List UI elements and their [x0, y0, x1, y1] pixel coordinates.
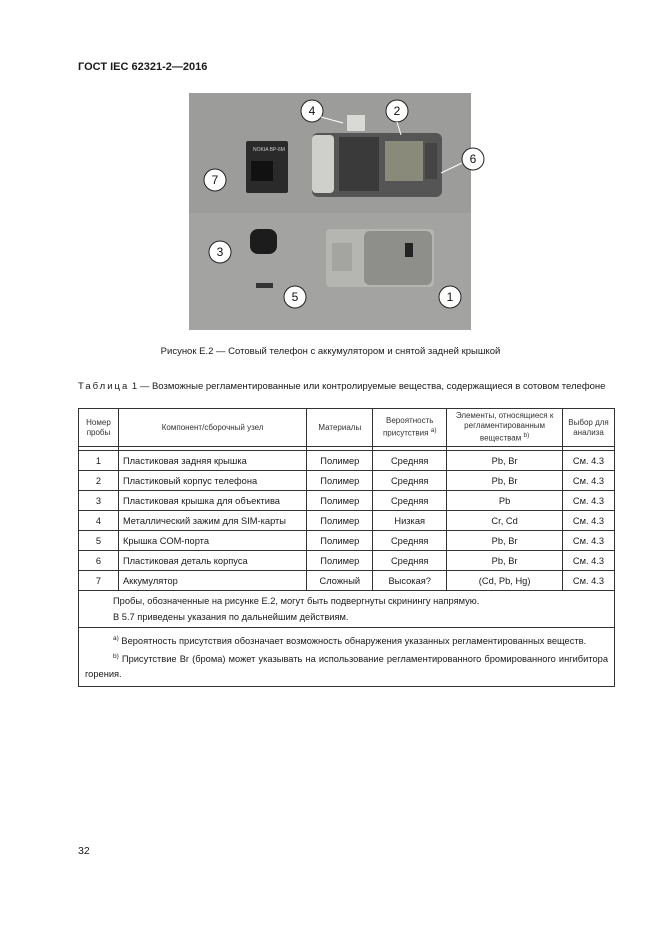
- table-row: 3 Пластиковая крышка для объектива Полимер Средняя Pb См. 4.3: [79, 491, 615, 511]
- svg-text:3: 3: [216, 245, 224, 259]
- footnote-b: $^{b)}$ Присутствие Br (брома) может указывать на использование регламентированного бромированного ингибитора горения.: [85, 653, 608, 680]
- table-row: 2 Пластиковый корпус телефона Полимер Средняя Pb, Br См. 4.3: [79, 471, 615, 491]
- document-header: ГОСТ IEC 62321-2—2016: [78, 61, 208, 73]
- svg-text:2: 2: [393, 104, 401, 118]
- com-port-cover-image: [256, 283, 273, 288]
- header-material: Материалы: [307, 409, 373, 447]
- callout-3: [209, 241, 231, 263]
- svg-text:4: 4: [308, 104, 316, 118]
- callout-7: [204, 169, 226, 191]
- svg-text:7: 7: [211, 173, 219, 187]
- table-note: В 5.7 приведены указания по дальнейшим действиям.: [113, 612, 349, 622]
- header-probability: Вероятность присутствия $^{a)}$: [373, 409, 447, 447]
- header-num: Номер пробы: [79, 409, 119, 447]
- callout-1: [439, 286, 461, 308]
- back-cover-image: [326, 229, 434, 287]
- phone-disassembly-image: [189, 93, 477, 330]
- footnote-a: $^{a)}$ Вероятность присутствия обозначает возможность обнаружения указанных регламентированных веществ.: [113, 635, 587, 647]
- table-row: 1 Пластиковая задняя крышка Полимер Средняя Pb, Br См. 4.3: [79, 451, 615, 471]
- table-caption-prefix: Таблица: [78, 381, 130, 392]
- table-row: 4 Металлический зажим для SIM-карты Полимер Низкая Cr, Cd См. 4.3: [79, 511, 615, 531]
- table-footnotes-row: [79, 628, 615, 687]
- table-caption: [78, 380, 618, 393]
- figure-photo: [189, 93, 477, 330]
- lens-cover-image: [250, 229, 277, 254]
- table-row: 7 Аккумулятор Сложный Высокая? (Cd, Pb, Hg) См. 4.3: [79, 571, 615, 591]
- table-note: Пробы, обозначенные на рисунке Е.2, могут быть подвергнуты скринингу напрямую.: [113, 596, 480, 606]
- table-row: 5 Крышка COM-порта Полимер Средняя Pb, Br См. 4.3: [79, 531, 615, 551]
- svg-text:1: 1: [446, 290, 454, 304]
- table-row: 6 Пластиковая деталь корпуса Полимер Средняя Pb, Br См. 4.3: [79, 551, 615, 571]
- page-number: 32: [78, 845, 90, 857]
- battery-image: [246, 141, 288, 193]
- svg-text:5: 5: [291, 290, 299, 304]
- callout-5: [284, 286, 306, 308]
- substances-table: [78, 408, 615, 687]
- table-caption-text: 1 — Возможные регламентированные или контролируемые вещества, содержащиеся в сотовом телефоне: [131, 381, 606, 392]
- table-notes-row: [79, 591, 615, 628]
- battery-label: NOKIA BP-6M: [253, 147, 285, 153]
- header-component: Компонент/сборочный узел: [118, 409, 306, 447]
- table-header-row: [79, 409, 615, 447]
- svg-text:6: 6: [469, 152, 477, 166]
- header-elements: Элементы, относящиеся к регламентированным веществам $^{b)}$: [447, 409, 563, 447]
- figure-caption: Рисунок Е.2 — Сотовый телефон с аккумулятором и снятой задней крышкой: [160, 346, 501, 357]
- header-choice: Выбор для анализа: [563, 409, 615, 447]
